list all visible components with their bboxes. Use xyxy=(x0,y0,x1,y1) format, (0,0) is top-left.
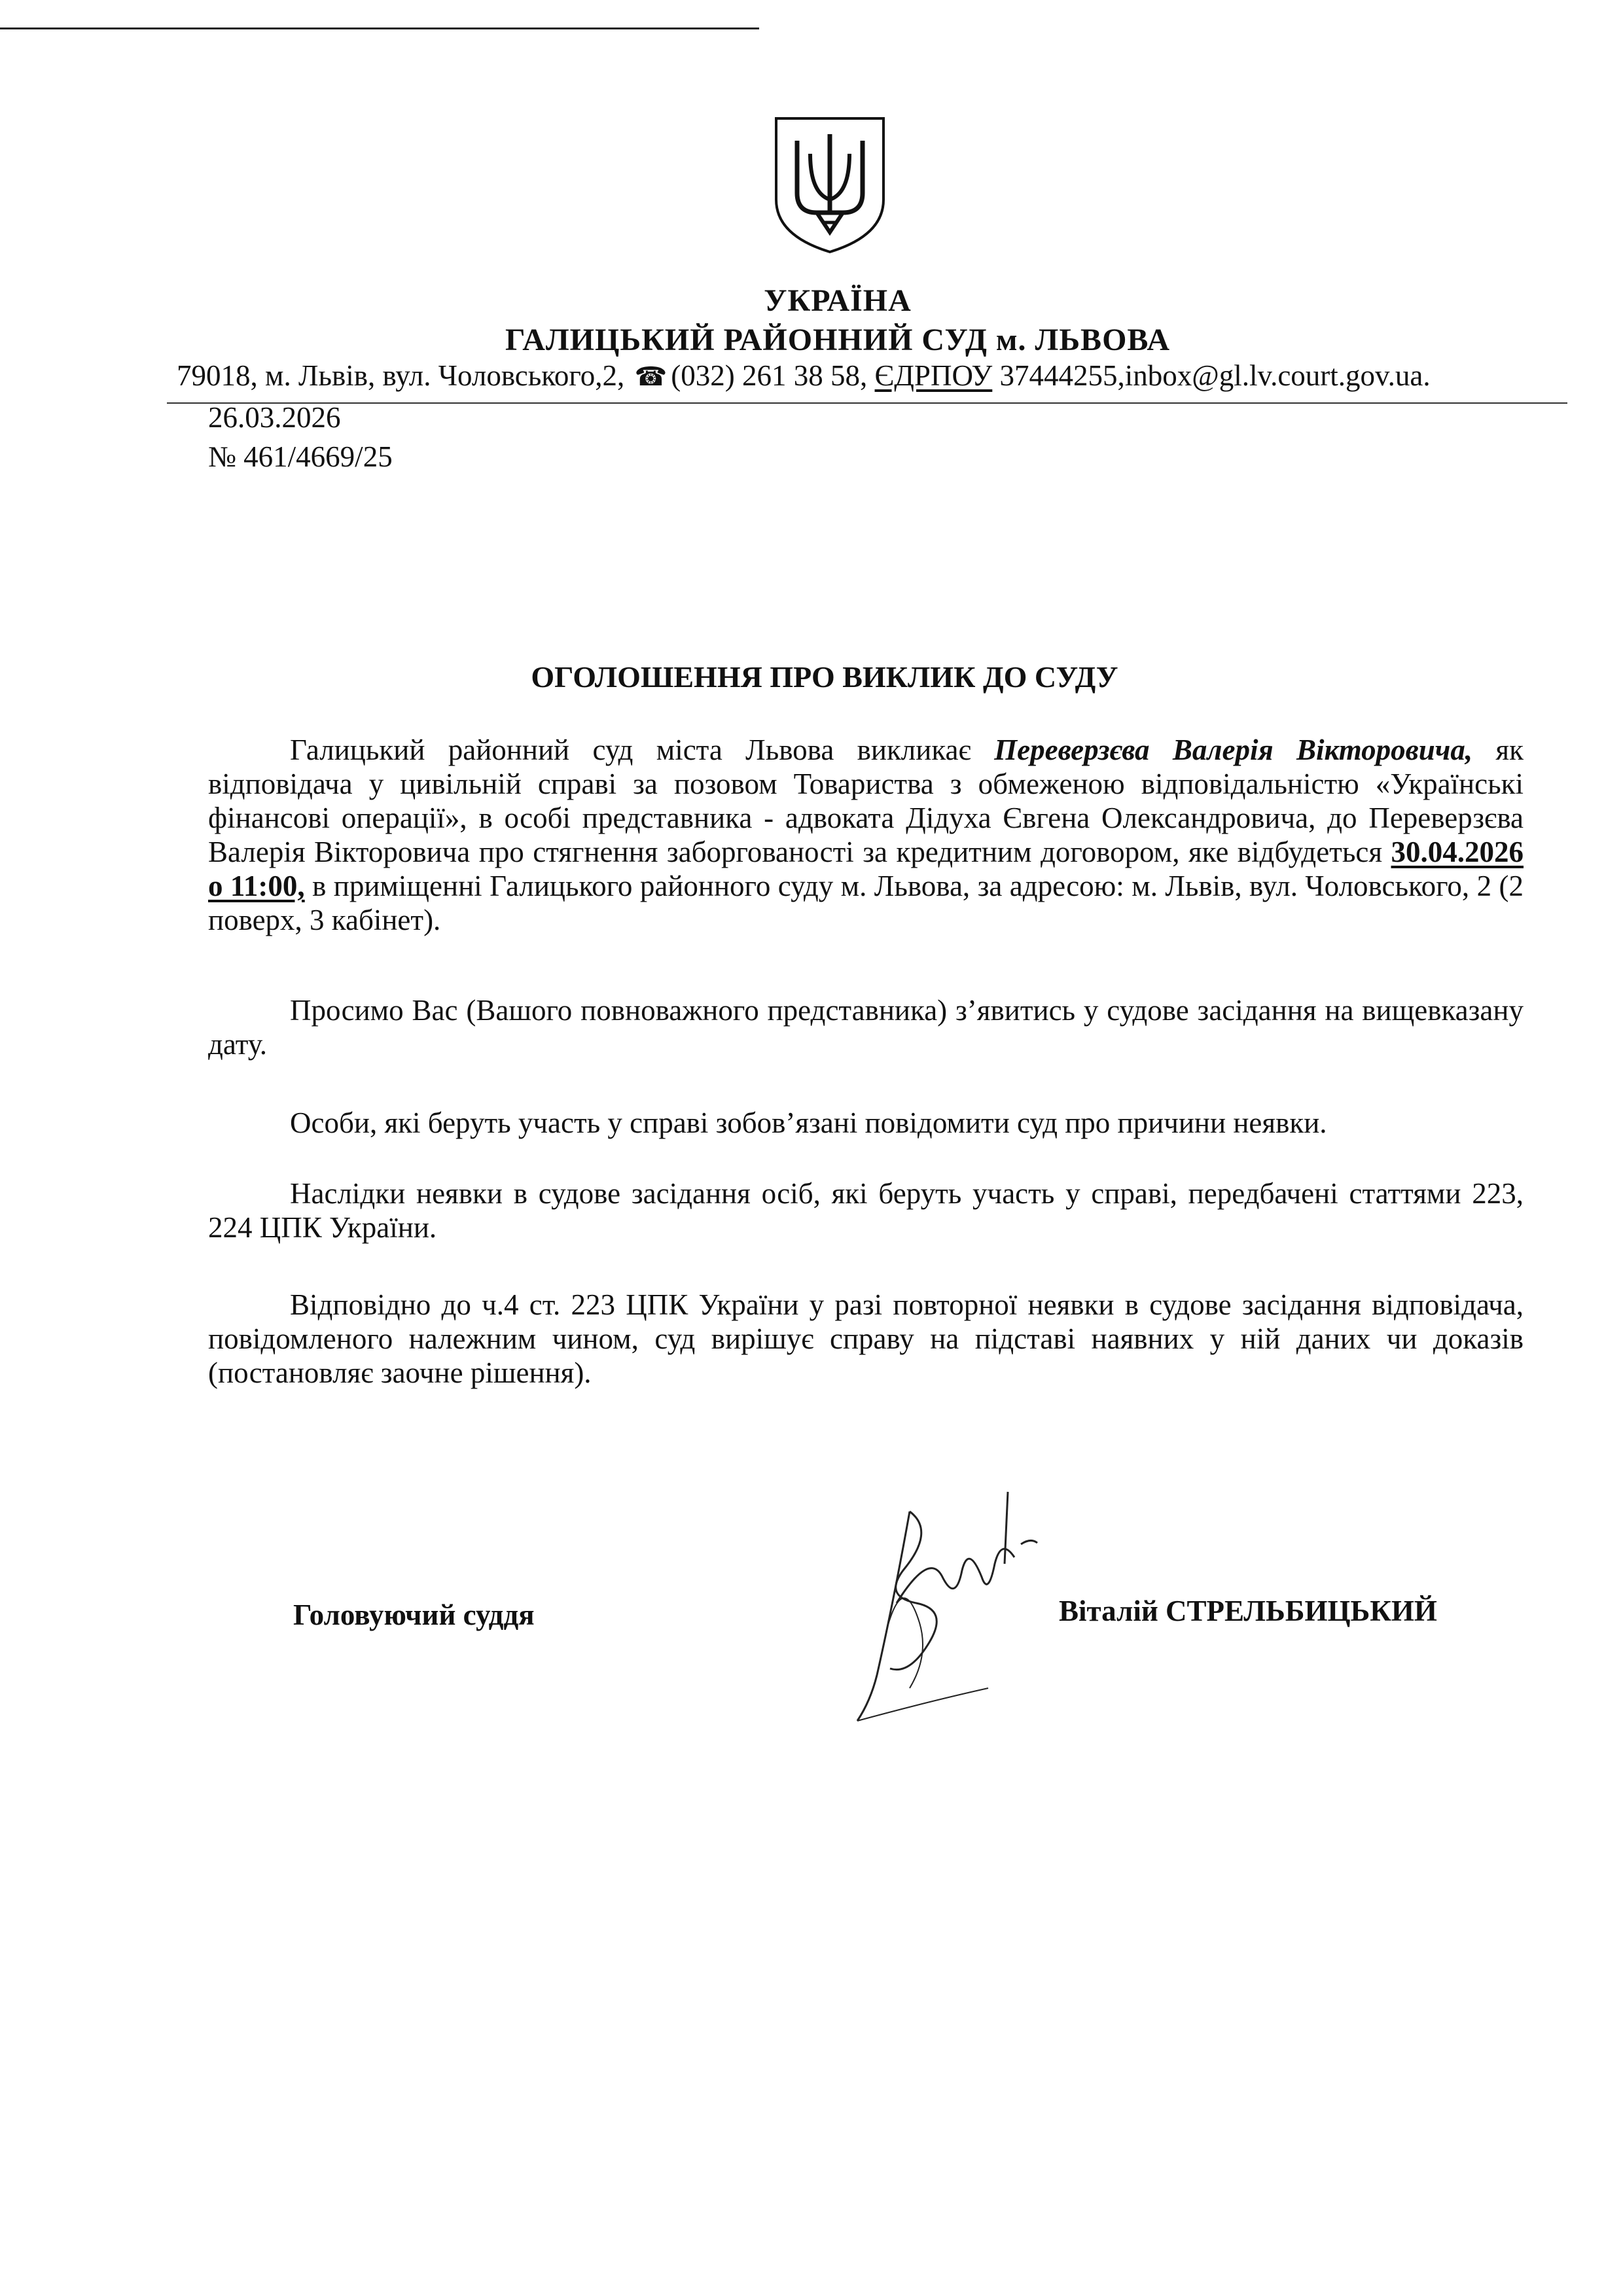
court-address: 79018, м. Львів, вул. Чоловського,2, xyxy=(177,359,625,392)
document-date: 26.03.2026 xyxy=(208,401,341,434)
signer-name: Віталій СТРЕЛЬБИЦЬКИЙ xyxy=(1059,1595,1437,1627)
summons-intro: Галицький районний суд міста Львова викликає xyxy=(290,733,995,766)
telephone-icon: ☎ xyxy=(634,362,668,391)
trident-coat-of-arms-icon xyxy=(771,115,889,255)
case-description: як відповідача у цивільній справі за позовом Товариства з обмеженою відповідальністю «Українські фінансові операції», в особі представника - адвоката Дідуха Євгена Олександровича, до Переверзєва Валерія Вікторовича про стягнення заборгованості за кредитним договором, яке відбудеться xyxy=(208,733,1524,868)
edrpou-label: ЄДРПОУ xyxy=(874,359,993,392)
summons-paragraph xyxy=(208,733,1524,937)
country-heading: УКРАЇНА xyxy=(764,283,912,318)
absence-notice-paragraph: Особи, які беруть участь у справі зобов’язані повідомити суд про причини неявки. xyxy=(290,1106,1327,1139)
edrpou-and-email: 37444255,inbox@gl.lv.court.gov.ua. xyxy=(999,359,1431,392)
appearance-request-paragraph: Просимо Вас (Вашого повноважного представника) з’явитись у судове засідання на вищевказану дату. xyxy=(208,994,1524,1061)
defendant-name: Переверзєва Валерія Вікторовича, xyxy=(994,733,1473,766)
consequences-paragraph: Наслідки неявки в судове засідання осіб, які беруть участь у справі, передбачені статтями 223, 224 ЦПК України. xyxy=(208,1177,1524,1244)
case-number: № 461/4669/25 xyxy=(208,440,393,473)
court-phone: (032) 261 38 58, xyxy=(671,359,868,392)
hearing-location: в приміщенні Галицького районного суду м. Львова, за адресою: м. Львів, вул. Чоловського, 2 (2 поверх, 3 кабінет). xyxy=(208,870,1524,936)
top-edge-rule xyxy=(0,27,759,29)
default-judgment-paragraph: Відповідно до ч.4 ст. 223 ЦПК України у разі повторної неявки в судове засідання відповідача, повідомленого належним чином, суд вирішує справу на підставі наявних у ній даних чи доказів (постановляє заочне рішення). xyxy=(208,1288,1524,1389)
address-divider xyxy=(167,402,1567,404)
court-address-line xyxy=(177,359,1571,393)
document-title: ОГОЛОШЕННЯ ПРО ВИКЛИК ДО СУДУ xyxy=(531,660,1118,694)
signer-role: Головуючий суддя xyxy=(293,1598,535,1631)
handwritten-signature xyxy=(831,1472,1047,1727)
court-name-heading: ГАЛИЦЬКИЙ РАЙОННИЙ СУД м. ЛЬВОВА xyxy=(505,323,1171,357)
hearing-datetime: 30.04.2026 о 11:00, xyxy=(208,836,1524,902)
